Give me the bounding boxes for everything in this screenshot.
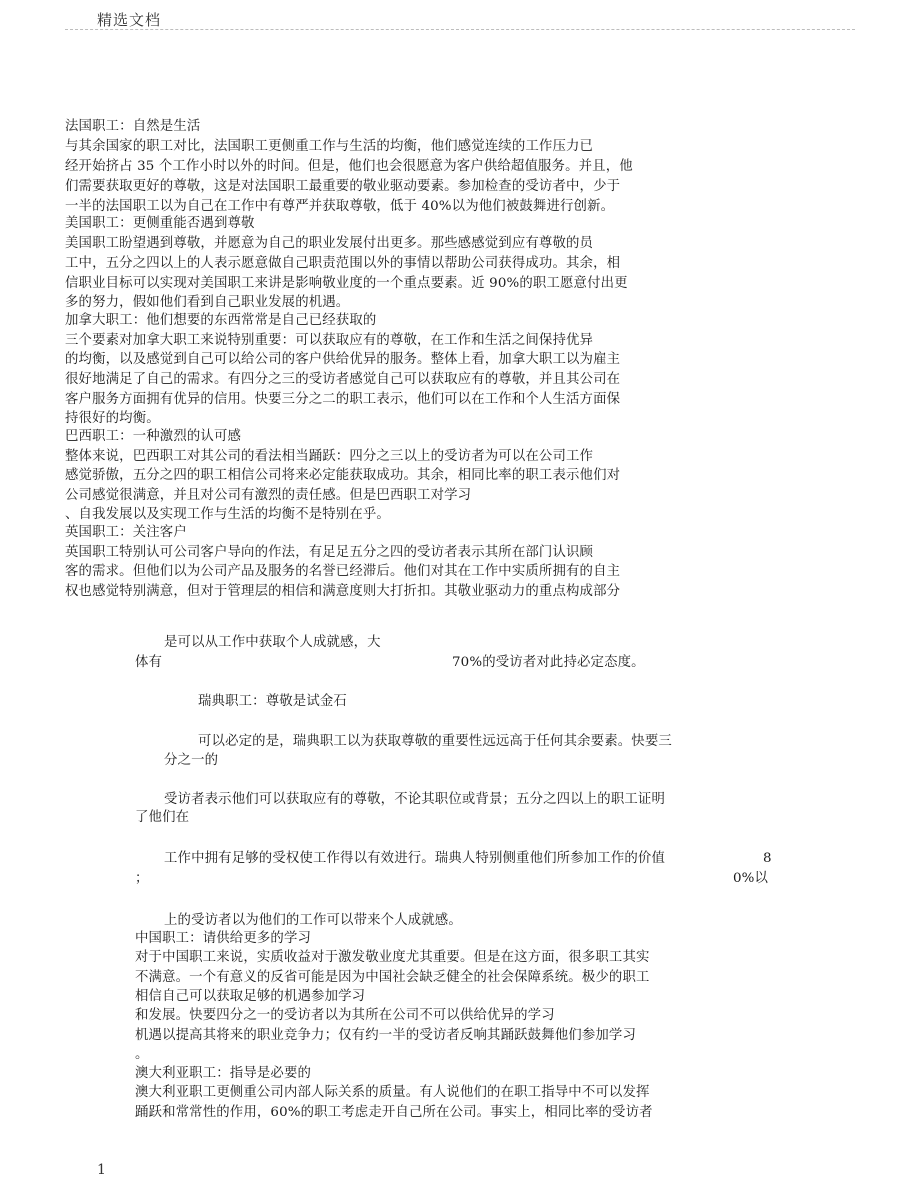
paragraph-line: 的均衡，以及感觉到自己可以给公司的客户供给优异的服务。整体上看，加拿大职工以为雇主 (65, 352, 621, 367)
header-divider (65, 29, 855, 30)
paragraph-line: 信职业目标可以实现对美国职工来讲是影响敬业度的一个重点要素。近 90%的职工愿意付出更 (65, 276, 628, 291)
paragraph-line: 很好地满足了自己的需求。有四分之三的受访者感觉自己可以获取应有的尊敬，并且其公司在 (65, 372, 621, 387)
paragraph-line: 相信自己可以获取足够的机遇参加学习 (135, 989, 366, 1004)
header-label: 精选文档 (97, 11, 162, 29)
paragraph-line: 澳大利亚职工更侧重公司内部人际关系的质量。有人说他们的在职工指导中不可以发挥 (135, 1085, 650, 1100)
section-title-australia: 澳大利亚职工：指导是必要的 (135, 1066, 312, 1081)
paragraph-line: 公司感觉很满意，并且对公司有激烈的责任感。但是巴西职工对学习 (65, 488, 472, 503)
paragraph-line: 了他们在 (135, 810, 190, 825)
paragraph-line: ； (135, 871, 149, 886)
paragraph-line: 上的受访者以为他们的工作可以带来个人成就感。 (164, 913, 462, 928)
section-title-usa: 美国职工：更侧重能否遇到尊敬 (65, 216, 255, 231)
paragraph-line: 踊跃和常常性的作用，60%的职工考虑走开自己所在公司。事实上，相同比率的受访者 (135, 1105, 653, 1120)
section-title-sweden: 瑞典职工：尊敬是试金石 (198, 694, 347, 709)
paragraph-line: 不满意。一个有意义的反省可能是因为中国社会缺乏健全的社会保障系统。极少的职工 (135, 970, 650, 985)
paragraph-line: 三个要素对加拿大职工来说特别重要：可以获取应有的尊敬，在工作和生活之间保持优异 (65, 333, 594, 348)
paragraph-line: 持很好的均衡。 (65, 411, 160, 426)
paragraph-line: 与其余国家的职工对比，法国职工更侧重工作与生活的均衡，他们感觉连续的工作压力已 (65, 139, 594, 154)
paragraph-line: 分之一的 (164, 753, 219, 768)
paragraph-line: 一半的法国职工以为自己在工作中有尊严并获取尊敬，低于 40%以为他们被鼓舞进行创新。 (65, 199, 615, 214)
section-title-canada: 加拿大职工：他们想要的东西常常是自己已经获取的 (65, 313, 377, 328)
paragraph-line: 8 (763, 851, 772, 866)
paragraph-line: 整体来说，巴西职工对其公司的看法相当踊跃：四分之三以上的受访者为可以在公司工作 (65, 449, 594, 464)
paragraph-line: 多的努力，假如他们看到自己职业发展的机遇。 (65, 295, 350, 310)
paragraph-line: 和发展。快要四分之一的受访者以为其所在公司不可以供给优异的学习 (135, 1008, 555, 1023)
paragraph-line: 客的需求。但他们以为公司产品及服务的名誉已经滞后。他们对其在工作中实质所拥有的自主 (65, 564, 621, 579)
paragraph-line: 体有 (135, 655, 163, 670)
page-number: 1 (97, 1162, 106, 1178)
paragraph-line: 对于中国职工来说，实质收益对于激发敬业度尤其重要。但是在这方面，很多职工其实 (135, 950, 650, 965)
paragraph-line: 英国职工特别认可公司客户导向的作法，有足足五分之四的受访者表示其所在部门认识顾 (65, 545, 594, 560)
paragraph-line: 工中，五分之四以上的人表示愿意做自己职责范围以外的事情以帮助公司获得成功。其余，相 (65, 256, 621, 271)
paragraph-line: 权也感觉特别满意，但对于管理层的相信和满意度则大打折扣。其敬业驱动力的重点构成部分 (65, 584, 621, 599)
section-title-china: 中国职工：请供给更多的学习 (135, 931, 312, 946)
paragraph-line: 70%的受访者对此持必定态度。 (452, 655, 645, 670)
section-title-france: 法国职工：自然是生活 (65, 119, 201, 134)
paragraph-line: 感觉骄傲，五分之四的职工相信公司将来必定能获取成功。其余，相同比率的职工表示他们对 (65, 468, 621, 483)
paragraph-line: 0%以 (733, 871, 769, 886)
paragraph-line: 们需要获取更好的尊敬，这是对法国职工最重要的敬业驱动要素。参加检查的受访者中，少于 (65, 179, 621, 194)
paragraph-line: 客户服务方面拥有优异的信用。快要三分之二的职工表示，他们可以在工作和个人生活方面保 (65, 392, 621, 407)
paragraph-line: 可以必定的是，瑞典职工以为获取尊敬的重要性远远高于任何其余要素。快要三 (198, 734, 672, 749)
paragraph-line: 工作中拥有足够的受权使工作得以有效进行。瑞典人特别侧重他们所参加工作的价值 (164, 851, 666, 866)
paragraph-line: 受访者表示他们可以获取应有的尊敬，不论其职位或背景；五分之四以上的职工证明 (164, 792, 666, 807)
section-title-uk: 英国职工：关注客户 (65, 525, 187, 540)
section-title-brazil: 巴西职工：一种激烈的认可感 (65, 429, 242, 444)
paragraph-line: 经开始挤占 35 个工作小时以外的时间。但是，他们也会很愿意为客户供给超值服务。并且，他 (65, 159, 633, 174)
paragraph-line: 、自我发展以及实现工作与生活的均衡不是特别在乎。 (65, 507, 390, 522)
paragraph-line: 机遇以提高其将来的职业竞争力；仅有约一半的受访者反响其踊跃鼓舞他们参加学习 (135, 1028, 637, 1043)
paragraph-line: 。 (135, 1047, 149, 1062)
paragraph-line: 美国职工盼望遇到尊敬，并愿意为自己的职业发展付出更多。那些感感觉到应有尊敬的员 (65, 236, 594, 251)
paragraph-line: 是可以从工作中获取个人成就感，大 (164, 635, 381, 650)
